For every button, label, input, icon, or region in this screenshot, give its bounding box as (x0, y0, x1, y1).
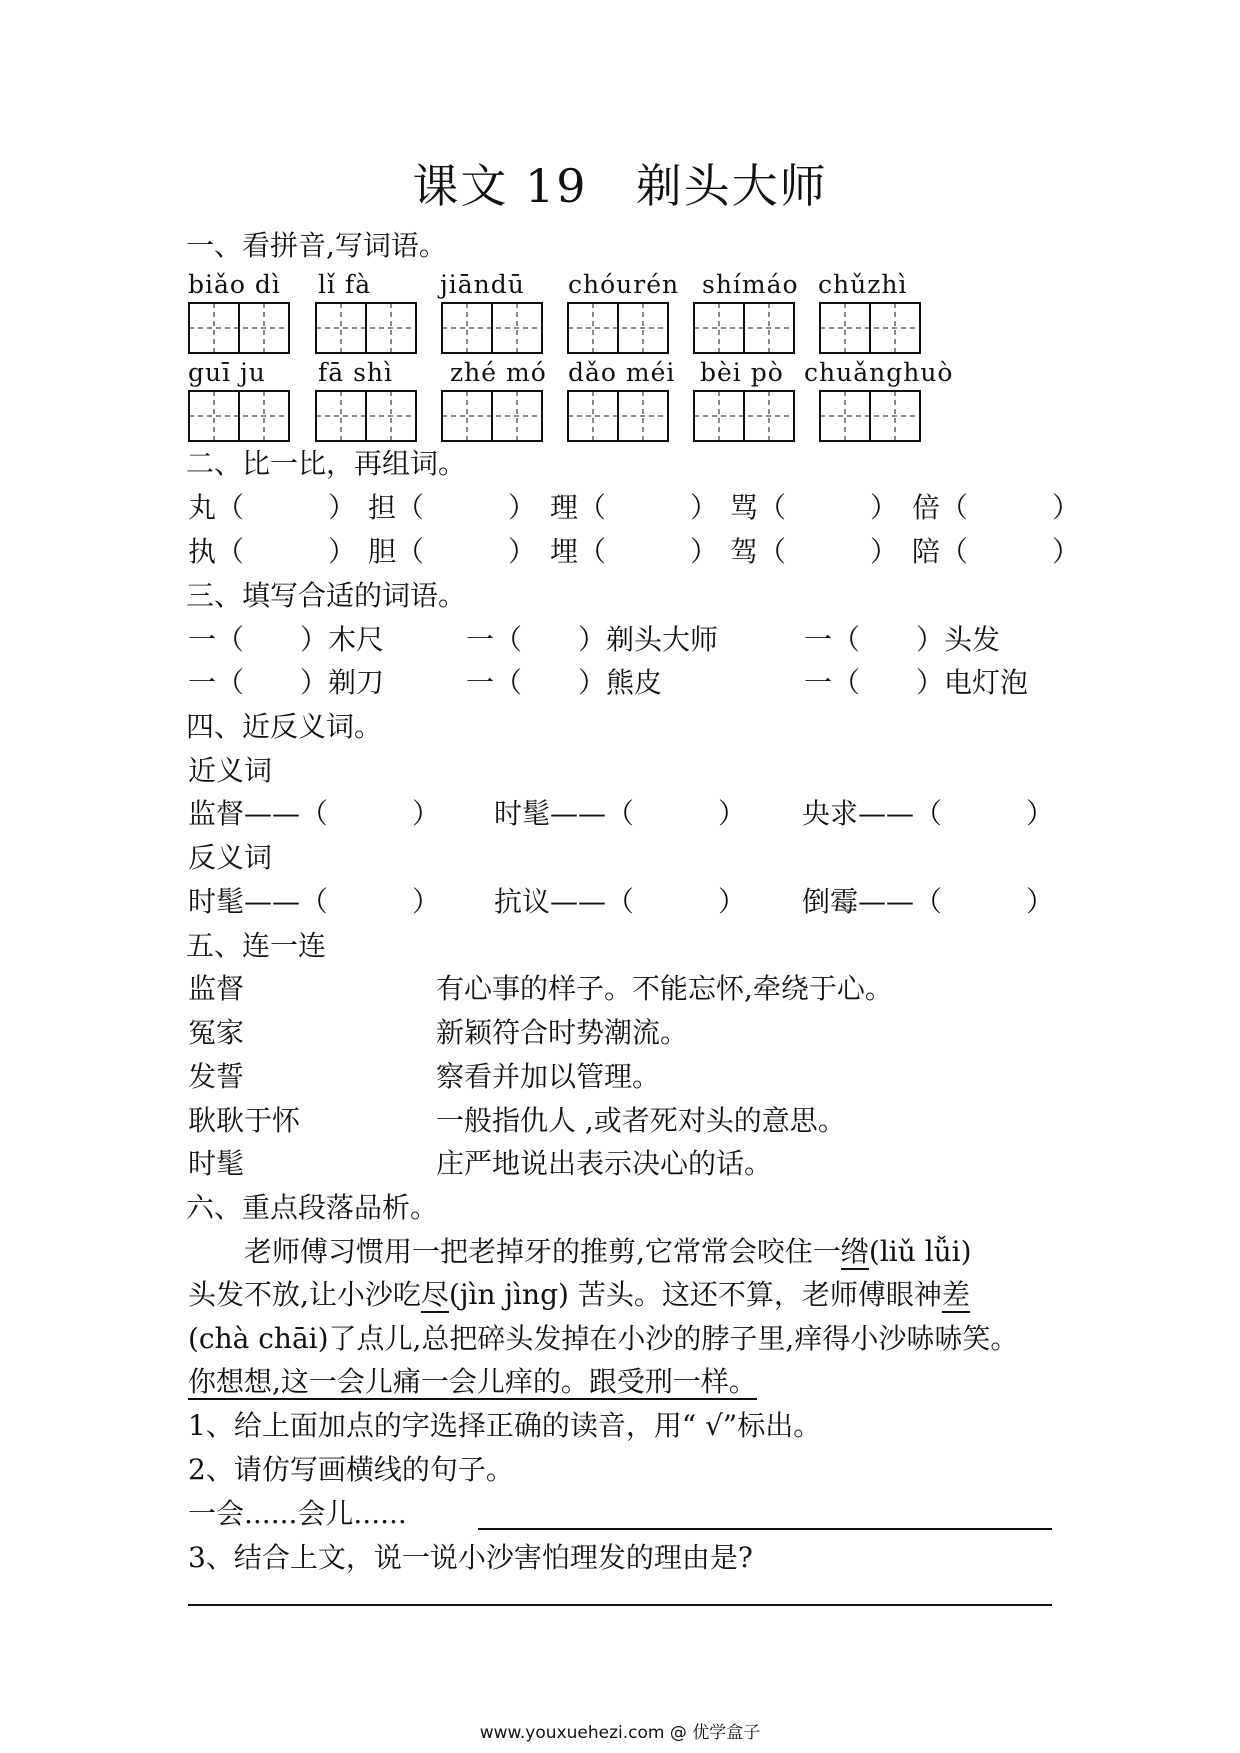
question-2: 2、请仿写画横线的句子。 (188, 1453, 514, 1486)
pinyin-label: biǎo dì (188, 270, 281, 299)
fill-item: 一（ ）木尺 (188, 623, 385, 656)
compare-item: 理（ ） (550, 491, 719, 524)
passage-text: (liǔ lǚi) (868, 1235, 972, 1268)
answer-line[interactable] (188, 1604, 1052, 1606)
underlined-sentence: 你想想,这一会儿痛一会儿痒的。跟受刑一样。 (188, 1365, 757, 1398)
pinyin-label: fā shì (318, 358, 394, 387)
section-5-heading: 五、连一连 (186, 929, 327, 962)
match-left-item: 耿耿于怀 (188, 1104, 301, 1137)
writing-grid[interactable] (441, 390, 543, 442)
fill-item: 一（ ）剃头大师 (466, 623, 719, 656)
antonym-item: 倒霉——（ ） (802, 885, 1055, 918)
section-6-heading: 六、重点段落品析。 (186, 1191, 439, 1224)
synonym-item: 监督——（ ） (188, 797, 441, 830)
writing-grid[interactable] (819, 302, 921, 354)
writing-grid[interactable] (188, 390, 290, 442)
compare-item: 驾（ ） (730, 535, 899, 568)
pinyin-label: dǎo méi (568, 358, 676, 387)
match-right-item: 一般指仇人 ,或者死对头的意思。 (436, 1104, 846, 1137)
pinyin-label: lǐ fà (318, 270, 372, 299)
pinyin-label: bèi pò (700, 358, 784, 387)
match-right-item: 新颖符合时势潮流。 (436, 1016, 689, 1049)
writing-grid[interactable] (693, 302, 795, 354)
passage-text: 头发不放,让小沙吃 (188, 1278, 421, 1311)
fill-item: 一（ ）头发 (804, 623, 1001, 656)
antonym-item: 抗议——（ ） (494, 885, 747, 918)
question-1: 1、给上面加点的字选择正确的读音，用“ √”标出。 (188, 1409, 822, 1442)
antonym-item: 时髦——（ ） (188, 885, 441, 918)
answer-line[interactable] (478, 1528, 1052, 1530)
section-3-heading: 三、填写合适的词语。 (186, 579, 467, 612)
compare-item: 骂（ ） (730, 491, 899, 524)
compare-item: 倍（ ） (912, 491, 1081, 524)
writing-grid[interactable] (693, 390, 795, 442)
pinyin-label: guī ju (188, 358, 266, 387)
pinyin-label: shímáo (702, 270, 799, 299)
writing-grid[interactable] (441, 302, 543, 354)
match-right-item: 察看并加以管理。 (436, 1060, 661, 1093)
synonym-item: 央求——（ ） (802, 797, 1055, 830)
passage-line: (chà chāi)了点儿,总把碎头发掉在小沙的脖子里,痒得小沙哧哧笑。 (188, 1322, 1019, 1355)
writing-grid[interactable] (819, 390, 921, 442)
passage-text: (jìn jìng) 苦头。这还不算，老师傅眼神 (448, 1278, 942, 1311)
fill-item: 一（ ）电灯泡 (804, 666, 1029, 699)
fill-item: 一（ ）剃刀 (188, 666, 385, 699)
dotted-char: 绺 (840, 1235, 869, 1268)
writing-grid[interactable] (188, 302, 290, 354)
section-4-heading: 四、近反义词。 (186, 710, 383, 743)
section-2-heading: 二、比一比，再组词。 (186, 447, 467, 480)
passage-line (188, 1360, 757, 1400)
passage-line (188, 1273, 970, 1313)
synonym-label: 近义词 (188, 754, 273, 787)
compare-item: 执（ ） (188, 535, 357, 568)
match-right-item: 庄严地说出表示决心的话。 (436, 1147, 773, 1180)
compare-item: 丸（ ） (188, 491, 357, 524)
antonym-label: 反义词 (188, 841, 273, 874)
section-1-heading: 一、看拼音,写词语。 (186, 229, 447, 262)
match-left-item: 监督 (188, 972, 245, 1005)
pinyin-label: jiāndū (440, 270, 525, 299)
pinyin-label: chǔzhì (818, 270, 908, 299)
compare-item: 陪（ ） (912, 535, 1081, 568)
writing-grid[interactable] (567, 302, 669, 354)
writing-grid[interactable] (567, 390, 669, 442)
page-title: 课文 19 剃头大师 (412, 159, 828, 213)
pinyin-label: chóurén (568, 270, 680, 299)
writing-grid[interactable] (315, 302, 417, 354)
question-3: 3、结合上文，说一说小沙害怕理发的理由是? (188, 1541, 753, 1574)
dotted-char: 差 (941, 1278, 970, 1311)
footer-watermark: www.youxuehezi.com @ 优学盒子 (479, 1723, 761, 1743)
writing-grid[interactable] (315, 390, 417, 442)
passage-line (188, 1230, 972, 1270)
fill-item: 一（ ）熊皮 (466, 666, 663, 699)
pinyin-label: chuǎnghuò (804, 358, 954, 387)
question-2-prompt: 一会......会儿...... (188, 1497, 407, 1530)
compare-item: 埋（ ） (550, 535, 719, 568)
match-right-item: 有心事的样子。不能忘怀,牵绕于心。 (436, 972, 893, 1005)
match-left-item: 发誓 (188, 1060, 245, 1093)
compare-item: 担（ ） (368, 491, 537, 524)
dotted-char: 尽 (420, 1278, 449, 1311)
passage-text: 老师傅习惯用一把老掉牙的推剪,它常常会咬住一 (188, 1235, 841, 1268)
synonym-item: 时髦——（ ） (494, 797, 747, 830)
match-left-item: 冤家 (188, 1016, 245, 1049)
pinyin-label: zhé mó (450, 358, 547, 387)
match-left-item: 时髦 (188, 1147, 245, 1180)
compare-item: 胆（ ） (368, 535, 537, 568)
